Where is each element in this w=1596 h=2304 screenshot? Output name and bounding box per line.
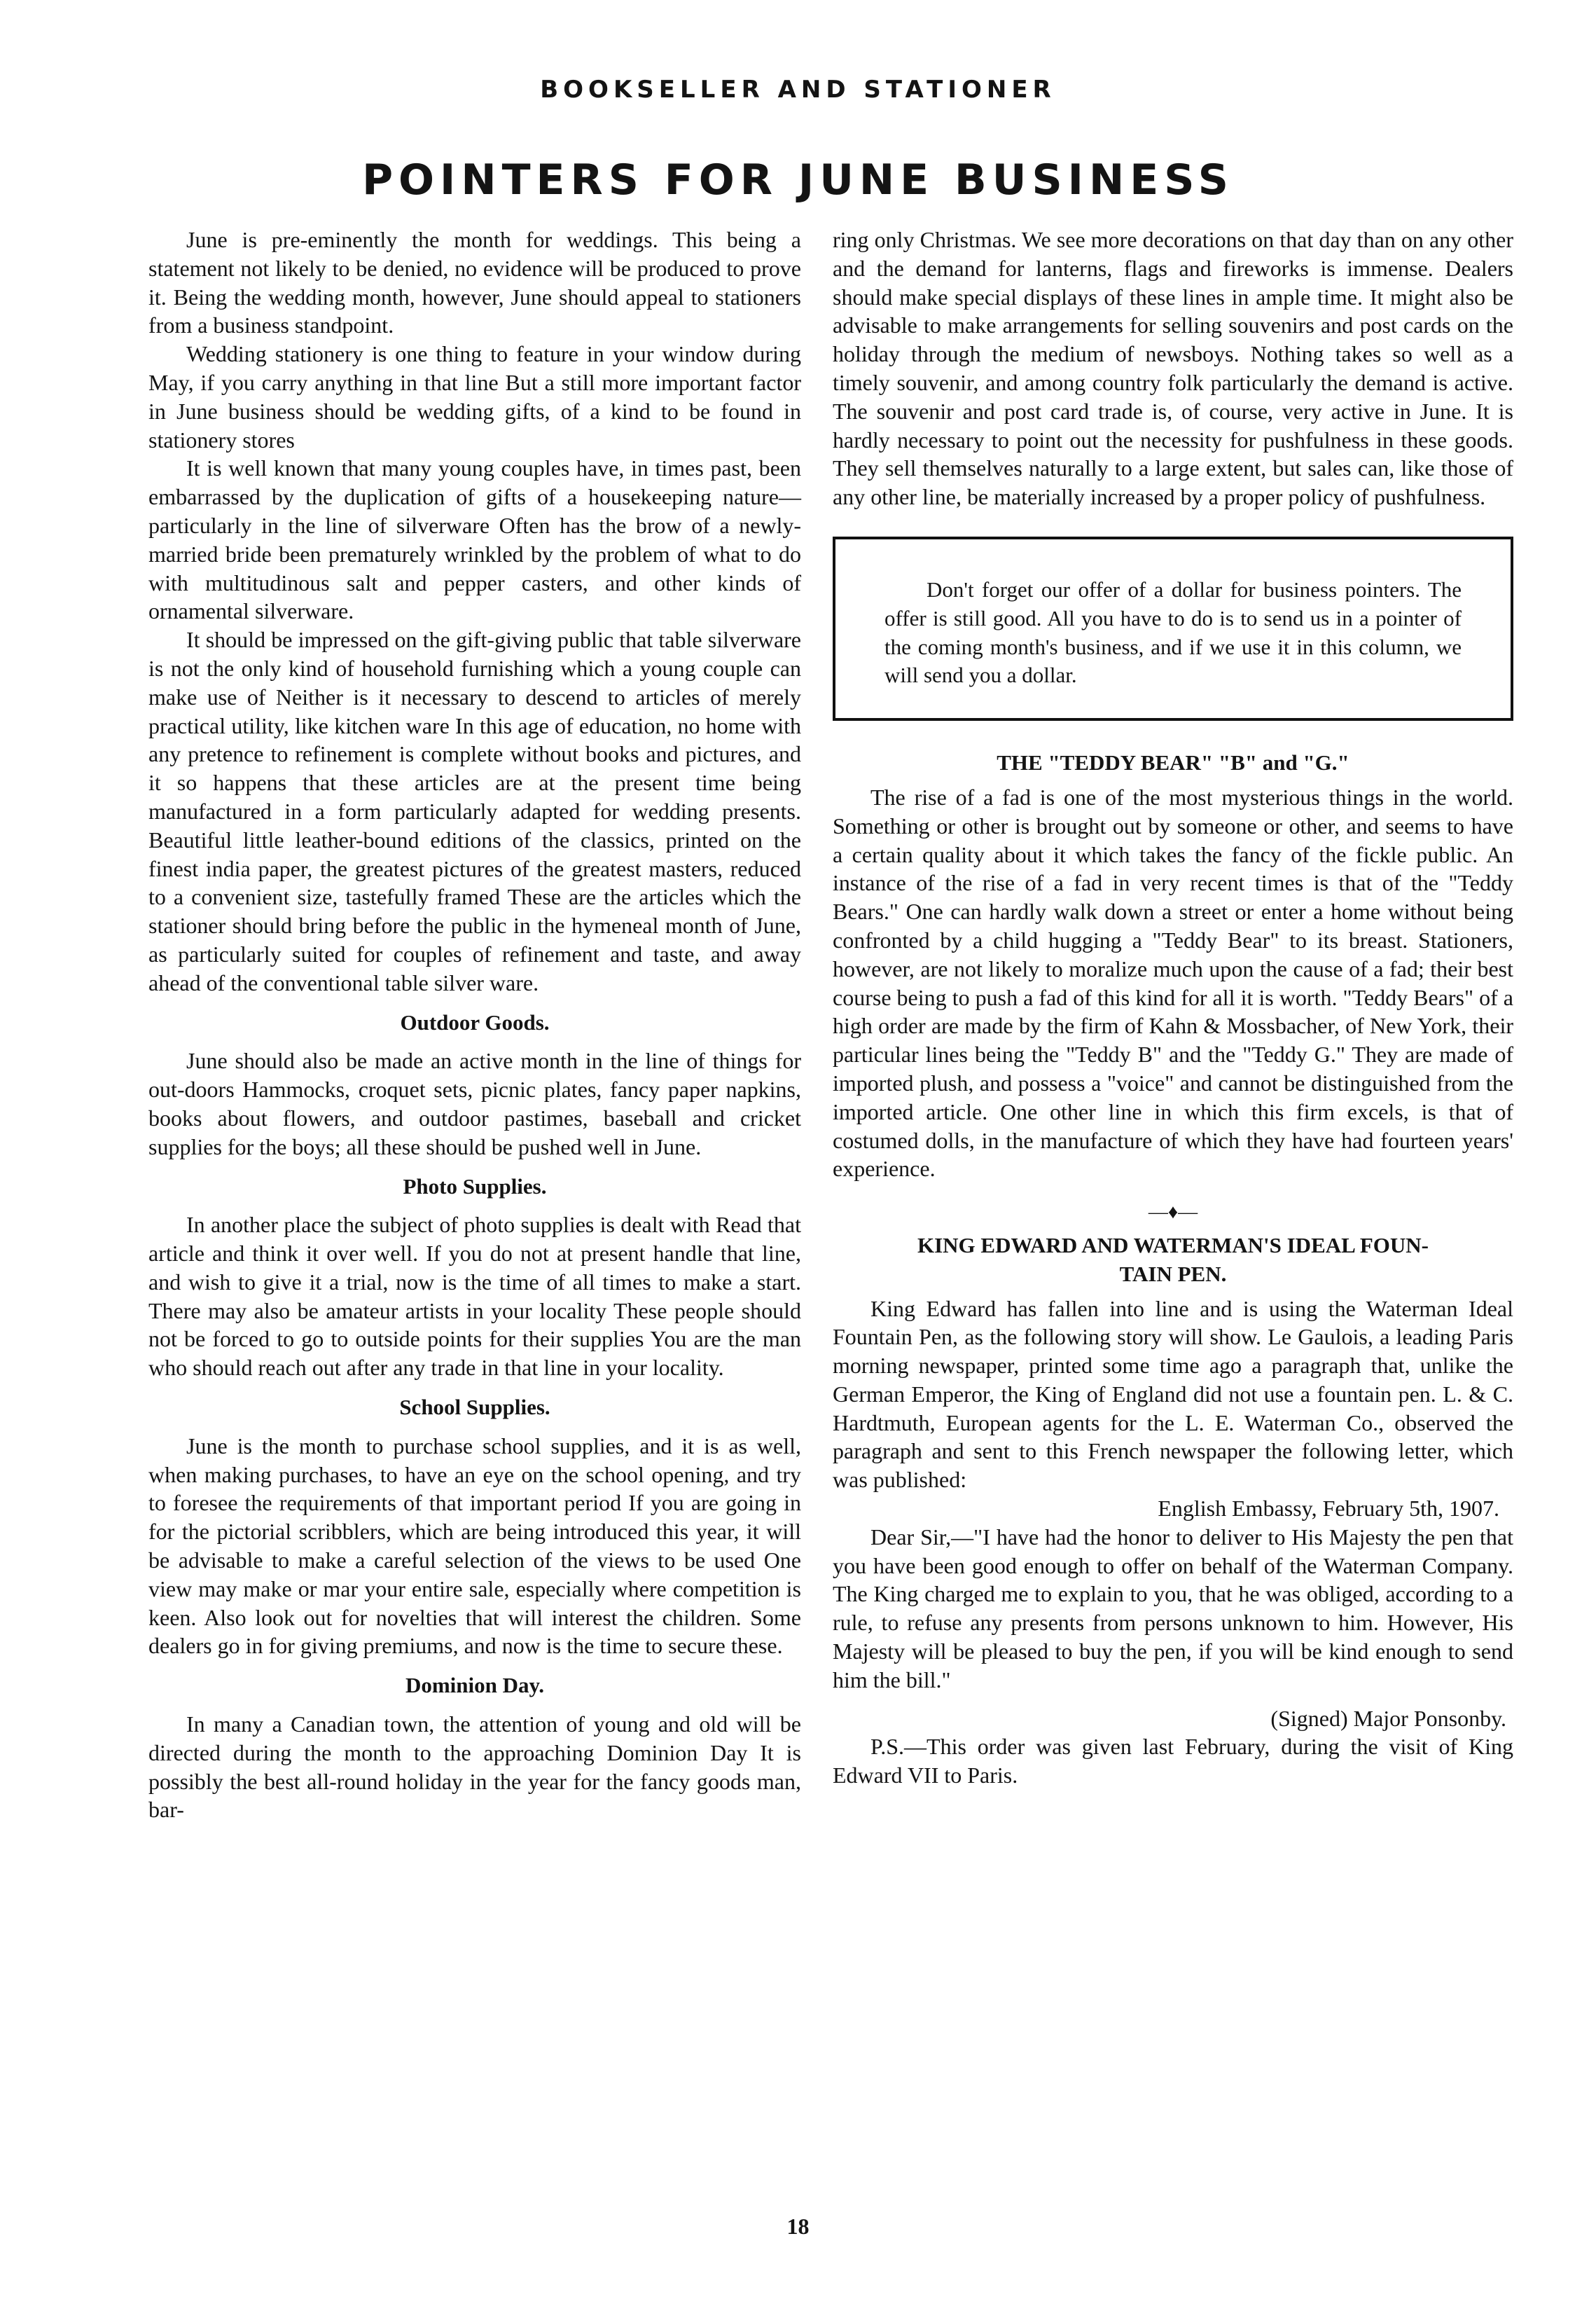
- subheading-photo-supplies: Photo Supplies.: [403, 1173, 547, 1199]
- notice-text: Don't forget our offer of a dollar for business pointers. The offer is still good. All you have to do is to send us in a pointer of the coming month's business, and if we use it in this column, we will send you a dollar.: [884, 577, 1462, 688]
- paragraph: ring only Christmas. We see more decorations on that day than on any other and the demand for lanterns, flags and fireworks is immense. Dealers should make special displays of these lines in ample time. It might also be advisable to make arrangements for selling souvenirs and post cards on the holiday through the medium of newsboys. Nothing takes so well as a timely souvenir, and among country folk particularly the demand is active. The souvenir and post card trade is, of course, very active in June. It is hardly necessary to point out the necessity for pushfulness in these goods. They sell themselves naturally to a large extent, but sales can, like those of any other line, be materially increased by a proper policy of pushfulness.: [833, 227, 1513, 510]
- letter-dateline: English Embassy, February 5th, 1907.: [1158, 1496, 1499, 1522]
- subheading-line: TAIN PEN.: [1119, 1261, 1227, 1286]
- paragraph: It should be impressed on the gift-giving public that table silverware is not the only kind of household furnishing which a young couple can make use of Neither is it necessary to descend to articles of merely practical utility, like kitchen ware In this age of education, no home with any pretence to refinement is complete without books and pictures, and it so happens that these articles are at the present time being manufactured in a form particularly adapted for wedding presents. Beautiful little leather-bound editions of the classics, printed on the finest india paper, the greatest pictures of the greatest masters, reduced to a convenient size, tastefully framed These are the articles which the stationer should bring before the public in the hymeneal month of June, as particularly suited for couples of refinement and taste, and away ahead of the conventional table silver ware.: [148, 627, 801, 995]
- subheading-outdoor-goods: Outdoor Goods.: [400, 1009, 550, 1035]
- page-number: 18: [786, 2214, 810, 2239]
- paragraph: King Edward has fallen into line and is using the Waterman Ideal Fountain Pen, as the following story will show. Le Gaulois, a leading Paris morning newspaper, printed some time ago a paragraph that, unlike the German Emperor, the King of England did not use a fountain pen. L. & C. Hardtmuth, European agents for the L. E. Waterman Co., observed the paragraph and sent to this French newspaper the following letter, which was published:: [833, 1295, 1513, 1493]
- letter-signature: (Signed) Major Ponsonby.: [1270, 1705, 1506, 1731]
- paragraph: June should also be made an active month in the line of things for out-doors Hammocks, croquet sets, picnic plates, fancy paper napkins, books about flowers, and outdoor pastimes, baseball and cricket supplies for the boys; all these should be pushed well in June.: [148, 1048, 801, 1159]
- section-divider: —♦—: [1148, 1201, 1198, 1224]
- notice-box: [833, 537, 1513, 721]
- paragraph: In many a Canadian town, the attention of young and old will be directed during the month to the approaching Dominion Day It is possibly the best all-round holiday in the year for the fancy goods man, bar-: [148, 1711, 801, 1823]
- postscript: P.S.—This order was given last February, during the visit of King Edward VII to Paris.: [833, 1734, 1513, 1788]
- subheading-school-supplies: School Supplies.: [399, 1395, 550, 1420]
- subheading-teddy-bear: THE "TEDDY BEAR" "B" and "G.": [997, 750, 1349, 775]
- paragraph: It is well known that many young couples have, in times past, been embarrassed by the duplication of gifts of a housekeeping nature—particularly in the line of silverware Often has the brow of a newly-married bride been prematurely wrinkled by the problem of what to do with multitudinous salt and pepper casters, and other kinds of ornamental silverware.: [148, 455, 801, 624]
- subheading-line: KING EDWARD AND WATERMAN'S IDEAL FOUN-: [917, 1232, 1429, 1257]
- left-column: [148, 226, 801, 1824]
- paragraph: June is the month to purchase school supplies, and it is as well, when making purchases, to have an eye on the school opening, and try to foresee the requirements of that important period If you are going in for the pictorial scribblers, which are being introduced this year, it will be advisable to make a careful selection of the views to be used One view may make or mar your entire sale, especially where competition is keen. Also look out for novelties that will interest the children. Some dealers go in for giving premiums, and now is the time to secure these.: [148, 1433, 801, 1659]
- right-column: [833, 226, 1513, 1790]
- paragraph: Wedding stationery is one thing to feature in your window during May, if you carry anything in that line But a still more important factor in June business should be wedding gifts, of a kind to be found in stationery stores: [148, 341, 801, 453]
- article-title: POINTERS FOR JUNE BUSINESS: [362, 156, 1234, 205]
- paragraph: June is pre-eminently the month for weddings. This being a statement not likely to be denied, no evidence will be produced to prove it. Being the wedding month, however, June should appeal to stationers from a business standpoint.: [148, 227, 801, 338]
- subheading-dominion-day: Dominion Day.: [405, 1673, 545, 1698]
- paragraph: The rise of a fad is one of the most mysterious things in the world. Something or other is brought out by someone or other, and seems to have a certain quality about it which takes the fancy of the fickle public. An instance of the rise of a fad in very recent times is that of the "Teddy Bears." One can hardly walk down a street or enter a home without being confronted by a child hugging a "Teddy Bear" to its breast. Stationers, however, are not likely to moralize much upon the cause of a fad; their best course being to push a fad of this kind for all it is worth. "Teddy Bears" of a high order are made by the firm of Kahn & Mossbacher, of New York, their particular lines being the "Teddy B" and the "Teddy G." They are made of imported plush, and possess a "voice" and cannot be distinguished from the imported article. One other line in which this firm excels, is that of costumed dolls, in the manufacture of which they have had fourteen years' experience.: [833, 784, 1513, 1182]
- paragraph: In another place the subject of photo supplies is dealt with Read that article and think it over well. If you do not at present handle that line, and wish to give it a trial, now is the time of all times to make a start. There may also be amateur artists in your locality These people should not be forced to go to outside points for their supplies You are the man who should reach out after any trade in that line in your locality.: [148, 1212, 801, 1381]
- subheading-king-edward: [833, 1232, 1513, 1289]
- letter-body: Dear Sir,—"I have had the honor to deliver to His Majesty the pen that you have been good enough to offer on behalf of the Waterman Company. The King charged me to explain to you, that he was obliged, according to a rule, to refuse any presents from persons unknown to him. However, His Majesty will be pleased to buy the pen, if you will be kind enough to send him the bill.": [833, 1524, 1513, 1692]
- running-head: BOOKSELLER AND STATIONER: [540, 76, 1056, 104]
